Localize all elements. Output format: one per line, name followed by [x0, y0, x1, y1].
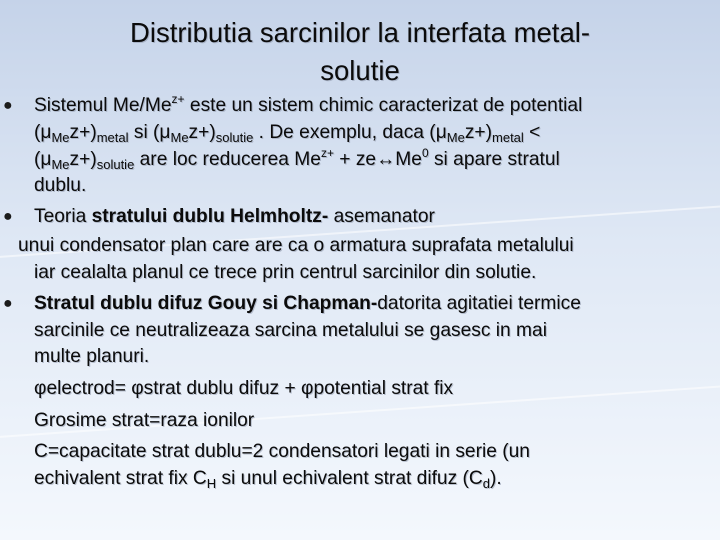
- bullet-1-line-2: [34, 119, 540, 146]
- text: z+): [69, 122, 97, 143]
- subscript: Me: [446, 130, 465, 145]
- subscript: Me: [51, 130, 70, 145]
- text: are loc reducerea Me: [134, 149, 321, 170]
- text: z+): [464, 122, 493, 143]
- text: echivalent strat fix C: [34, 468, 207, 489]
- bullet-3-line-4: φelectrod= φstrat dublu difuz + φpotential strat fix: [34, 378, 454, 399]
- subscript: Me: [51, 157, 70, 172]
- bullet-3-line-5: Grosime strat=raza ionilor: [34, 410, 255, 431]
- subscript: d: [482, 476, 491, 491]
- text: + ze: [333, 149, 377, 170]
- text: Teoria: [34, 206, 92, 227]
- text: <: [523, 122, 541, 143]
- bullet-2-line-2: unui condensator plan care are ca o armatura suprafata metalului: [18, 235, 574, 256]
- bullet-2-line-3: iar cealalta planul ce trece prin centrul sarcinilor din solutie.: [34, 262, 537, 283]
- text: . De exemplu, daca (μ: [253, 122, 447, 143]
- bullet-1-line-3: [34, 146, 560, 173]
- bold-term: stratului dublu Helmholtz-: [91, 206, 329, 227]
- bullet-dot: ●: [3, 295, 13, 312]
- subscript: solutie: [96, 157, 135, 172]
- text: datorita agitatiei termice: [377, 293, 581, 314]
- bullet-dot: ●: [3, 208, 13, 225]
- bullet-1-line-1: [34, 92, 582, 119]
- bullet-dot: ●: [3, 97, 13, 114]
- bullet-3-line-7: [34, 465, 502, 492]
- slide-title: [40, 14, 680, 90]
- text: si apare stratul: [428, 149, 560, 170]
- subscript: solutie: [215, 130, 254, 145]
- bullet-3-line-3: multe planuri.: [34, 346, 150, 367]
- superscript: z+: [171, 92, 185, 106]
- text: z+): [69, 149, 97, 170]
- title-line-1: Distributia sarcinilor la interfata metal-: [129, 17, 591, 48]
- bullet-2-line-1: [34, 203, 435, 230]
- double-arrow-icon: ↔: [376, 149, 396, 170]
- title-line-2: solutie: [320, 55, 400, 86]
- text: Sistemul Me/Me: [34, 95, 172, 116]
- text: este un sistem chimic caracterizat de potential: [184, 95, 583, 116]
- superscript: 0: [421, 146, 429, 160]
- text: Me: [395, 149, 422, 170]
- text: ).: [490, 468, 502, 489]
- bullet-3-line-1: [34, 290, 581, 317]
- bullet-3-line-2: sarcinile ce neutralizeaza sarcina metalului se gasesc in mai: [34, 320, 547, 341]
- subscript: metal: [492, 130, 524, 145]
- bullet-1-line-4: dublu.: [34, 175, 87, 196]
- superscript: z+: [320, 146, 334, 160]
- text: si (μ: [128, 122, 171, 143]
- text: si unul echivalent strat difuz (C: [216, 468, 483, 489]
- text: z+): [188, 122, 216, 143]
- bold-term: Stratul dublu difuz Gouy si Chapman-: [34, 293, 378, 314]
- text: asemanator: [328, 206, 435, 227]
- text: (μ: [34, 149, 52, 170]
- bullet-3-line-6: C=capacitate strat dublu=2 condensatori legati in serie (un: [34, 441, 530, 462]
- subscript: Me: [170, 130, 189, 145]
- subscript: metal: [96, 130, 129, 145]
- text: (μ: [34, 122, 52, 143]
- subscript: H: [206, 476, 217, 491]
